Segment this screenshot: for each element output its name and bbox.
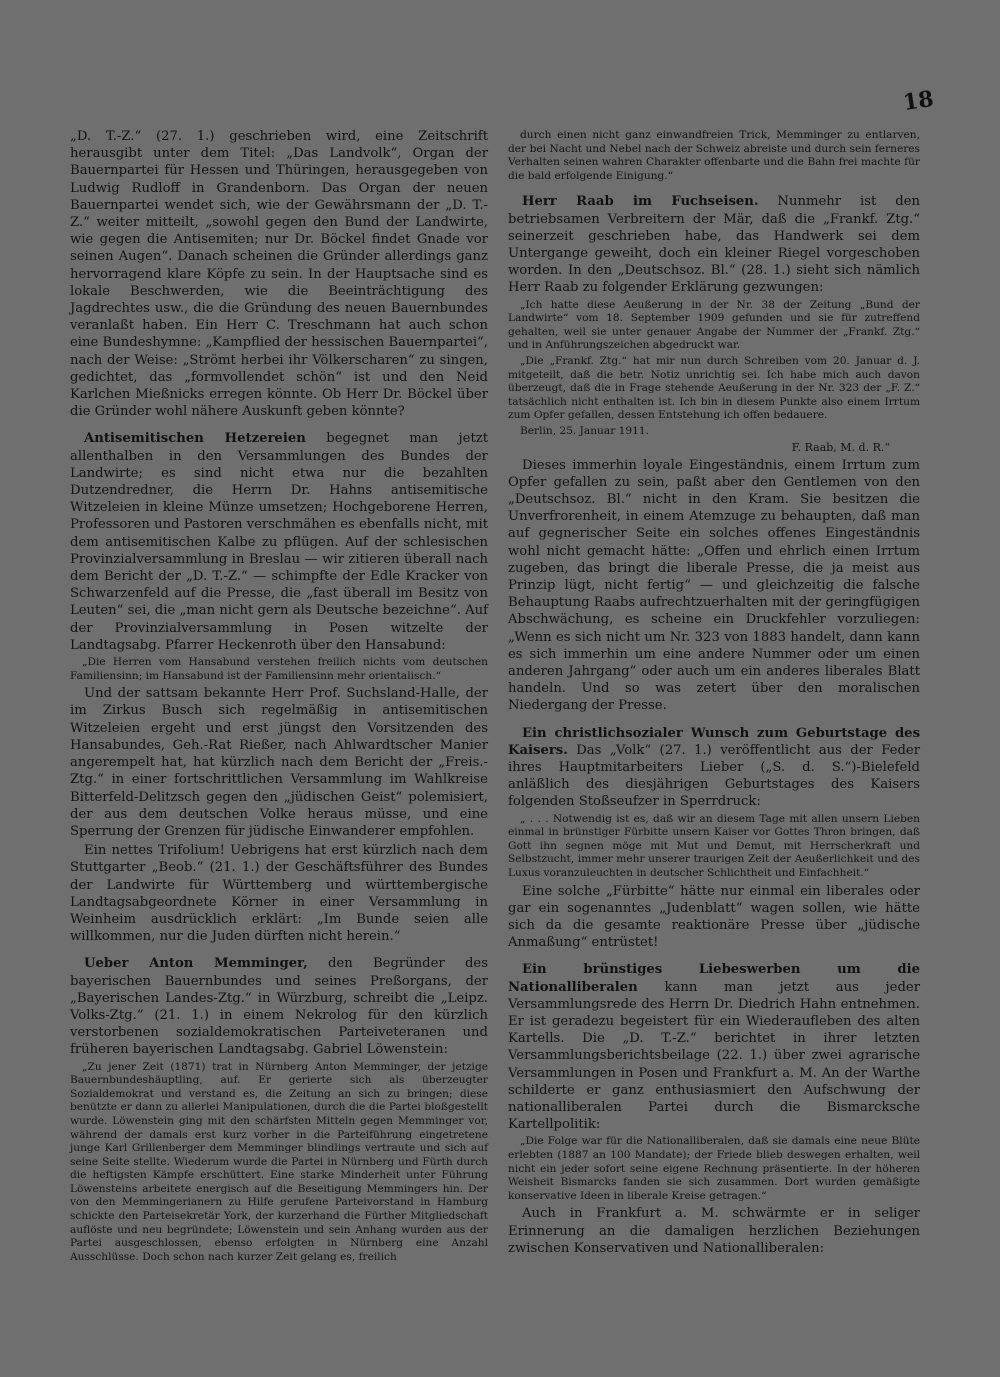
paragraph-text: begegnet man jetzt allenthalben in den Versammlungen des Bundes der Landwirte; es sind nicht etwa nur die bezahlten Dutzendredner, die Herrn Dr. Hahns antisemitische Witzeleien in kleine Münze umsetzen; Hochgeborene Herren, Professoren und Pastoren verschmähen es ebenfalls nicht, mit dem antisemitischen Kalbe zu pflügen. Auf der schlesischen Provinzialversammlung in Breslau — wir zitieren überall nach dem Bericht der „D. T.-Z.“ — schimpfte der Edle Kracker von Schwarzenfeld auf die Presse, die „fast überall im Besitz von Leuten“ sei, die „man nicht gern als Deutsche bezeichne“. Auf der Provinzialversammlung in Posen witzelte der Landtagsabg. Pfarrer Heckenroth über den Hansabund: bbox=[70, 431, 488, 653]
paragraph-text: „D. T.-Z.“ (27. 1.) geschrieben wird, eine Zeitschrift herausgibt unter dem Titel: „Das Landvolk“, Organ der Bauernpartei für Hessen und Thüringen, herausgegeben von Ludwig Rudloff in Grandenborn. Das Organ der neuen Bauernpartei wendet sich, wie der Gewährsmann der „D. T.-Z.“ weiter mitteilt, „sowohl gegen den Bund der Landwirte, wie gegen die Antisemiten; nur Dr. Böckel findet Gnade vor seinen Augen“. Danach scheinen die Gründer allerdings ganz hervorragend klare Köpfe zu sein. In der Hauptsache sind es lokale Beschwerden, wie die Beeinträchtigung des Jagdrechtes usw., die die Gründung des neuen Bauernbundes veranlaßt haben. Ein Herr C. Treschmann hat auch schon eine Bundeshymne: „Kampflied der hessischen Bauernpartei“, nach der Weise: „Strömt herbei ihr Völkerscharen“ zu singen, gedichtet, das „formvollendet schön“ ist und den Neid Karlchen Mießnicks erregen könnte. Ob Herr Dr. Böckel über die Gründer wohl nähere Auskunft geben könnte? bbox=[70, 129, 488, 420]
right-column bbox=[508, 128, 920, 1259]
article-paragraph bbox=[70, 955, 488, 1058]
paragraph-text: durch einen nicht ganz einwandfreien Trick, Memminger zu entlarven, der bei Nacht und Nebel nach der Schweiz abreiste und durch sein ferneres Verhalten seinen wahren Charakter offenbarte und die Bahn frei machte für die bald erfolgende Einigung.“ bbox=[508, 129, 920, 182]
quoted-passage bbox=[508, 425, 920, 439]
paragraph-gap bbox=[508, 953, 920, 961]
article-paragraph bbox=[508, 193, 920, 296]
article-paragraph bbox=[508, 725, 920, 811]
paragraph-text: Nunmehr ist den betriebsamen Verbreitern der Mär, daß die „Frankf. Ztg.“ seinerzeit geschrieben habe, das Handwerk sei dem Untergange geweiht, doch ein kleiner Riegel vorgeschoben worden. In den „Deutschsoz. Bl.“ (28. 1.) sieht sich nämlich Herr Raab zu folgender Erklärung gezwungen: bbox=[508, 194, 920, 296]
paragraph-gap bbox=[70, 947, 488, 955]
paragraph-text: Eine solche „Fürbitte“ hätte nur einmal ein liberales oder gar ein sogenanntes „Judenblatt“ wagen sollen, wie hätte sich da die gesamte reaktionäre Presse über „jüdische Anmaßung“ entrüstet! bbox=[508, 883, 920, 951]
paragraph-text: „Die Herren vom Hansabund verstehen freilich nichts vom deutschen Familiensinn; im Hansabund ist der Familiensinn mehr orientalisch.“ bbox=[70, 656, 488, 682]
quoted-passage bbox=[70, 1061, 488, 1265]
paragraph-text: „Ich hatte diese Aeußerung in der Nr. 38 der Zeitung „Bund der Landwirte“ vom 18. September 1909 gefunden und sie für zutreffend gehalten, weil sie unter genauer Angabe der Nummer der „Frankf. Ztg.“ und in Anführungszeichen abgedruckt war. bbox=[508, 298, 920, 352]
article-paragraph bbox=[508, 1205, 920, 1257]
article-paragraph bbox=[508, 883, 920, 952]
left-column bbox=[70, 128, 488, 1266]
article-heading: Ein brünstiges Liebeswerben um die Nationalliberalen bbox=[508, 962, 920, 995]
paragraph-text: kann man jetzt aus jeder Versammlungsrede des Herrn Dr. Diedrich Hahn entnehmen. Er ist geradezu begeistert für ein Wiederaufleben des alten Kartells. Die „D. T.-Z.“ berichtet in ihrer letzten Versammlungsberichtsbeilage (22. 1.) über zwei agrarische Versammlungen in Posen und Frankfurt a. M. An der Warthe schilderte er ganz enthusiasmiert den Aufschwung der nationalliberalen Partei durch die Bismarcksche Kartellpolitik: bbox=[508, 979, 920, 1133]
quoted-passage bbox=[508, 299, 920, 353]
article-paragraph bbox=[70, 842, 488, 945]
quoted-passage bbox=[508, 129, 920, 183]
paragraph-text: Und der sattsam bekannte Herr Prof. Suchsland-Halle, der im Zirkus Busch sich regelmäßig in antisemitischen Witzeleien ergeht und erst jüngst den Vorsitzenden des Hansabundes, Geh.-Rat Rießer, nach Ahlwardtscher Manier angerempelt hat, hat kürzlich nach dem Bericht der „Freis.-Ztg.“ in einer fortschrittlichen Versammlung im Wahlkreise Bitterfeld-Delitzsch gegen den „jüdischen Geist“ polemisiert, der aus dem deutschen Volke heraus müsse, und eine Sperrung der Grenzen für jüdische Einwanderer empfohlen. bbox=[70, 686, 488, 839]
article-heading: Antisemitischen Hetzereien bbox=[84, 431, 306, 447]
article-paragraph bbox=[70, 128, 488, 420]
article-paragraph bbox=[508, 457, 920, 715]
article-heading: Ueber Anton Memminger, bbox=[84, 956, 308, 972]
article-heading: Ein christlichsozialer Wunsch zum Geburtstage des Kaisers. bbox=[508, 725, 920, 758]
paragraph-text: den Begründer des bayerischen Bauernbundes und seines Preßorgans, der „Bayerischen Landes-Ztg.“ in Würzburg, schreibt die „Leipz. Volks-Ztg.“ (21. 1.) in einem Nekrolog für den kürzlich verstorbenen sozialdemokratischen Parteiveteranen und früheren bayerischen Landtagsabg. Gabriel Löwenstein: bbox=[70, 956, 488, 1058]
page-number: 18 bbox=[901, 85, 936, 117]
paragraph-text: Auch in Frankfurt a. M. schwärmte er in seliger Erinnerung an die damaligen herzlichen Beziehungen zwischen Konservativen und Nationalliberalen: bbox=[508, 1206, 920, 1256]
article-heading: Herr Raab im Fuchseisen. bbox=[522, 194, 759, 210]
article-paragraph bbox=[70, 430, 488, 654]
quoted-passage bbox=[508, 813, 920, 881]
paragraph-gap bbox=[508, 717, 920, 725]
paragraph-text: F. Raab, M. d. R.“ bbox=[791, 440, 890, 454]
paragraph-text: „Zu jener Zeit (1871) trat in Nürnberg Anton Memminger, der jetzige Bauernbundeshäuptling, auf. Er gerierte sich als überzeugter Sozialdemokrat und verstand es, die Zeitung an sich zu bringen; diese benützte er dann zu allerlei Manipulationen, durch die die Partei bloßgestellt wurde. Löwenstein ging mit den schärfsten Mitteln gegen Memminger vor, während der damals erst kurz vorher in die Parteiführung eingetretene junge Karl Grillenberger dem Memminger blindlings vertraute und sich auf seine Seite stellte. Wiederum wurde die Partei in Nürnberg und Fürth durch die heftigsten Kämpfe erschüttert. Eine starke Minderheit unter Führung Löwensteins arbeitete energisch auf die Beseitigung Memmingers hin. Der von den Memmingerianern zu Hilfe gerufene Parteivorstand in Hamburg schickte den Parteisekretär York, der kurzerhand die Fürther Mitgliedschaft auflöste und neu begründete; Löwenstein und sein Anhang wurden aus der Partei ausgeschlossen, ebenso erfolgten in Nürnberg eine Anzahl Ausschlüsse. Doch schon nach kurzer Zeit gelang es, freilich bbox=[70, 1060, 488, 1263]
paragraph-text: „ . . . Notwendig ist es, daß wir an diesem Tage mit allen unsern Lieben einmal in brünstiger Fürbitte unsern Kaiser vor Gottes Thron bringen, daß Gott ihn segnen möge mit Mut und Demut, mit Herrscherkraft und Selbstzucht, immer mehr unserer traurigen Zeit der Aeußerlichkeit und des Luxus voranzuleuchten in deutscher Schlichtheit und Einfachheit.“ bbox=[508, 812, 920, 879]
quoted-passage bbox=[508, 1135, 920, 1203]
paragraph-text: „Die „Frankf. Ztg.“ hat mir nun durch Schreiben vom 20. Januar d. J. mitgeteilt, daß die betr. Notiz unrichtig sei. Ich habe mich auch davon überzeugt, daß die in Frage stehende Aeußerung in der Nr. 323 der „F. Z.“ tatsächlich nicht enthalten ist. Ich bin in diesem Punkte also einem Irrtum zum Opfer gefallen, dessen Entstehung ich offen bedauere. bbox=[508, 354, 920, 422]
paragraph-text: Das „Volk“ (27. 1.) veröffentlicht aus der Feder ihres Hauptmitarbeiters Lieber („S. d. S.“)-Bielefeld anläßlich des diesjährigen Geburtstages des Kaisers folgenden Stoßseufzer in Sperrdruck: bbox=[508, 742, 920, 810]
article-paragraph bbox=[508, 961, 920, 1133]
paragraph-gap bbox=[508, 185, 920, 193]
quoted-passage bbox=[508, 355, 920, 423]
article-paragraph bbox=[70, 685, 488, 840]
paragraph-text: Ein nettes Trifolium! Uebrigens hat erst kürzlich nach dem Stuttgarter „Beob.“ (21. 1.) der Geschäftsführer des Bundes der Landwirte für Württemberg und württembergische Landtagsabgeordnete Körner in einer Versammlung in Weinheim ausdrücklich erklärt: „Im Bunde seien alle willkommen, nur die Juden dürften nicht herein.“ bbox=[70, 843, 488, 945]
paragraph-text: Berlin, 25. Januar 1911. bbox=[520, 424, 649, 437]
quoted-passage bbox=[70, 656, 488, 683]
paragraph-gap bbox=[70, 422, 488, 430]
signature-line bbox=[508, 441, 920, 455]
paragraph-text: Dieses immerhin loyale Eingeständnis, einem Irrtum zum Opfer gefallen zu sein, paßt aber den Gentlemen von den „Deutschsoz. Bl.“ nicht in den Kram. Sie besitzen die Unverfrorenheit, in einem Atemzuge zu behaupten, daß man auf gegnerischer Seite ein solches offenes Eingeständnis wohl nicht gemacht hätte: „Offen und ehrlich einen Irrtum zugeben, das bringt die liberale Presse, die ja meist aus Prinzip lügt, nicht fertig“ — und gleichzeitig die falsche Behauptung Raabs aufrechtzuerhalten mit der geringfügigen Abschwächung, es scheine ein Druckfehler vorzuliegen: „Wenn es sich nicht um Nr. 323 von 1883 handelt, dann kann es sich immerhin um eine andere Nummer oder um einen anderen Jahrgang“ oder auch um ein anderes liberales Blatt handeln. Und so was zetert über den moralischen Niedergang der Presse. bbox=[508, 457, 920, 714]
paragraph-text: „Die Folge war für die Nationalliberalen, daß sie damals eine neue Blüte erlebten (1887 an 100 Mandate); der Friede blieb deswegen erhalten, weil nicht ein jeder sofort seine eigene Rechnung präsentierte. In der höheren Weisheit Bismarcks fanden sie sich zusammen. Dort wurden gemäßigte konservative Ideen in liberale Kreise getragen.“ bbox=[508, 1135, 920, 1202]
